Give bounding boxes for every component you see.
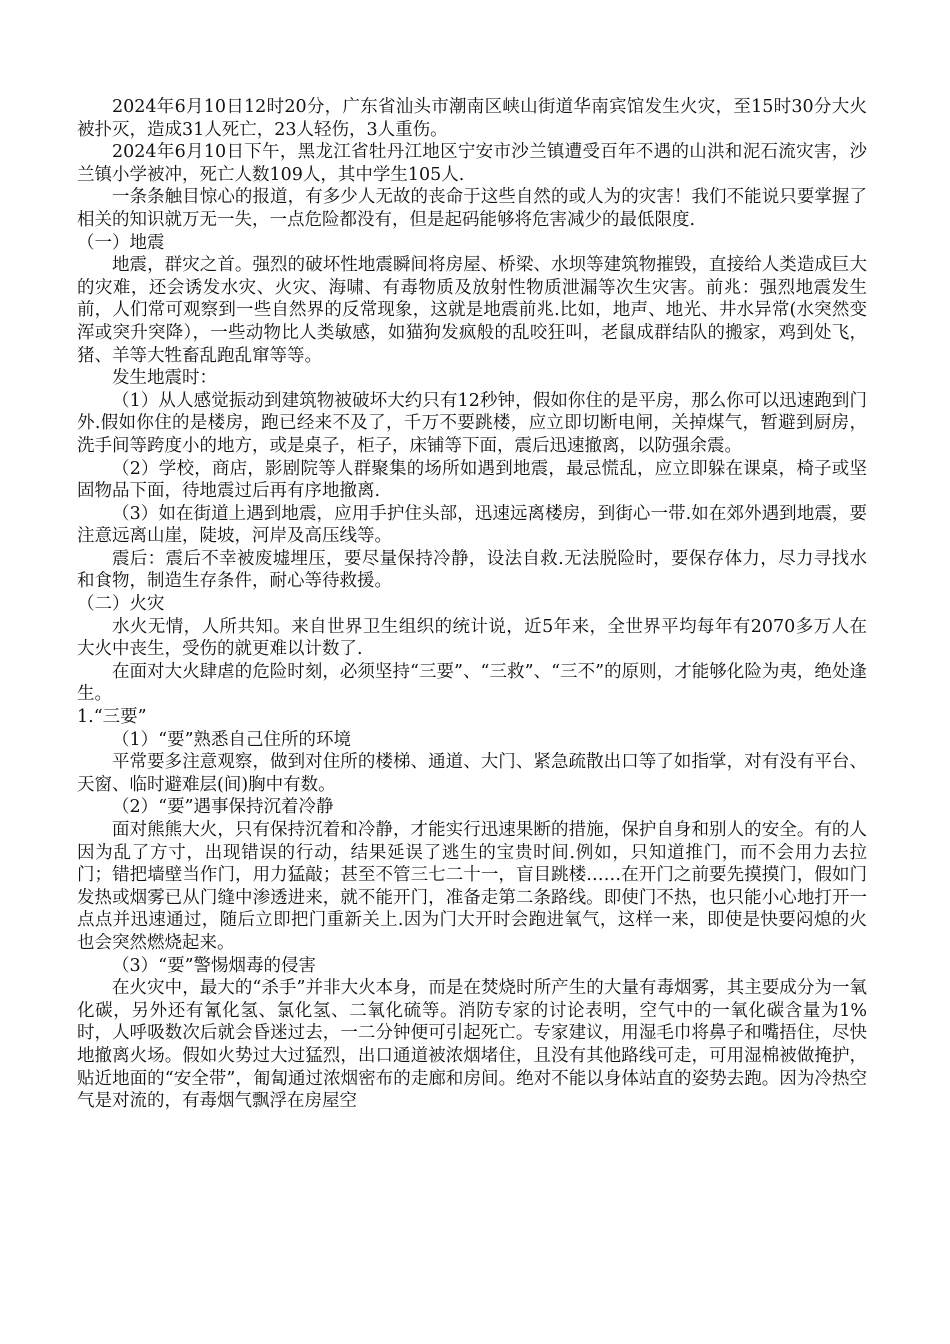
subheading-three-musts: 1.“三要” (77, 707, 147, 728)
section-heading-earthquake: （一）地震 (77, 232, 165, 253)
paragraph-introduction: 一条条触目惊心的报道，有多少人无故的丧命于这些自然的或人为的灾害！我们不能说只要掌握了相关的知识就万无一失，一点危险都没有，但是起码能够将危害减少的最低限度. (77, 187, 867, 230)
paragraph-shantou-fire: 2024年6月10日12时20分，广东省汕头市潮南区峡山街道华南宾馆发生火灾，至15时30分大火被扑灭，造成31人死亡，23人轻伤，3人重伤。 (77, 97, 867, 140)
subheading-beware-smoke: （3）“要”警惕烟毒的侵害 (112, 955, 317, 976)
paragraph-earthquake-tip-2: （2）学校，商店，影剧院等人群聚集的场所如遇到地震，最忌慌乱，应立即躲在课桌，椅子或坚固物品下面，待地震过后再有序地撤离. (77, 458, 867, 502)
paragraph-earthquake-tip-3: （3）如在街道上遇到地震，应用手护住头部，迅速远离楼房，到街心一带.如在郊外遇到地震，要注意远离山崖，陡坡，河岸及高压线等。 (77, 503, 867, 547)
paragraph-beware-smoke: 在火灾中，最大的“杀手”并非大火本身，而是在焚烧时所产生的大量有毒烟雾，其主要成分为一氧化碳，另外还有氰化氢、氯化氢、二氧化硫等。消防专家的讨论表明，空气中的一氧化碳含量为1%时，人呼吸数次后就会昏迷过去，一二分钟便可引起死亡。专家建议，用湿毛巾将鼻子和嘴捂住，尽快地撤离火场。假如火势过大过猛烈，出口通道被浓烟堵住，且没有其他路线可走，可用湿棉被做掩护，贴近地面的“安全带”，匍匐通过浓烟密布的走廊和房间。绝对不能以身体站直的姿势去跑。因为冷热空气是对流的，有毒烟气飘浮在房屋空 (77, 978, 867, 1112)
paragraph-earthquake-tip-1: （1）从人感觉振动到建筑物被破坏大约只有12秒钟，假如你住的是平房，那么你可以迅速跑到门外.假如你住的是楼房，跑已经来不及了，千万不要跳楼，应立即切断电闸，关掉煤气，暂避到厨房，洗手间等跨度小的地方，或是桌子，柜子，床铺等下面，震后迅速撤离，以防强余震。 (77, 390, 867, 456)
subheading-know-environment: （1）“要”熟悉自己住所的环境 (112, 729, 352, 750)
paragraph-stay-calm: 面对熊熊大火，只有保持沉着和冷静，才能实行迅速果断的措施，保护自身和别人的安全。有的人因为乱了方寸，出现错误的行动，结果延误了逃生的宝贵时间.例如，只知道推门，而不会用力去拉门；错把墙壁当作门，用力猛敲；甚至不管三七二十一，盲目跳楼……在开门之前要先摸摸门，假如门发热或烟雾已从门缝中渗透进来，就不能开门，准备走第二条路线。即使门不热，也只能小心地打开一点点并迅速通过，随后立即把门重新关上.因为门大开时会跑进氧气，这样一来，即使是快要闷熄的火也会突然燃烧起来。 (77, 820, 867, 953)
paragraph-fire-statistics: 水火无情，人所共知。来自世界卫生组织的统计说，近5年来，全世界平均每年有2070多万人在大火中丧生，受伤的就更难以计数了. (77, 616, 867, 660)
paragraph-shalan-flood: 2024年6月10日下午，黑龙江省牡丹江地区宁安市沙兰镇遭受百年不遇的山洪和泥石流灾害，沙兰镇小学被冲，死亡人数109人，其中学生105人. (77, 142, 867, 185)
paragraph-fire-principles: 在面对大火肆虐的危险时刻，必须坚持“三要”、“三救”、“三不”的原则，才能够化险为夷，绝处逢生。 (77, 661, 867, 705)
paragraph-during-earthquake: 发生地震时： (112, 368, 217, 389)
paragraph-after-earthquake: 震后：震后不幸被废墟埋压，要尽量保持冷静，设法自救.无法脱险时，要保存体力，尽力寻找水和食物，制造生存条件，耐心等待救援。 (77, 548, 867, 592)
document-body (77, 96, 867, 1113)
section-heading-fire: （二）火灾 (77, 594, 165, 615)
subheading-stay-calm: （2）“要”遇事保持沉着冷静 (112, 797, 334, 818)
paragraph-earthquake-overview: 地震，群灾之首。强烈的破坏性地震瞬间将房屋、桥梁、水坝等建筑物摧毁，直接给人类造成巨大的灾难，还会诱发水灾、火灾、海啸、有毒物质及放射性物质泄漏等次生灾害。前兆：强烈地震发生前，人们常可观察到一些自然界的反常现象，这就是地震前兆.比如，地声、地光、井水异常(水突然变浑或突升突降），一些动物比人类敏感，如猫狗发疯般的乱咬狂叫，老鼠成群结队的搬家，鸡到处飞，猪、羊等大牲畜乱跑乱窜等等。 (77, 255, 867, 366)
paragraph-know-environment: 平常要多注意观察，做到对住所的楼梯、通道、大门、紧急疏散出口等了如指掌，对有没有平台、天窗、临时避难层(间)胸中有数。 (77, 752, 867, 795)
